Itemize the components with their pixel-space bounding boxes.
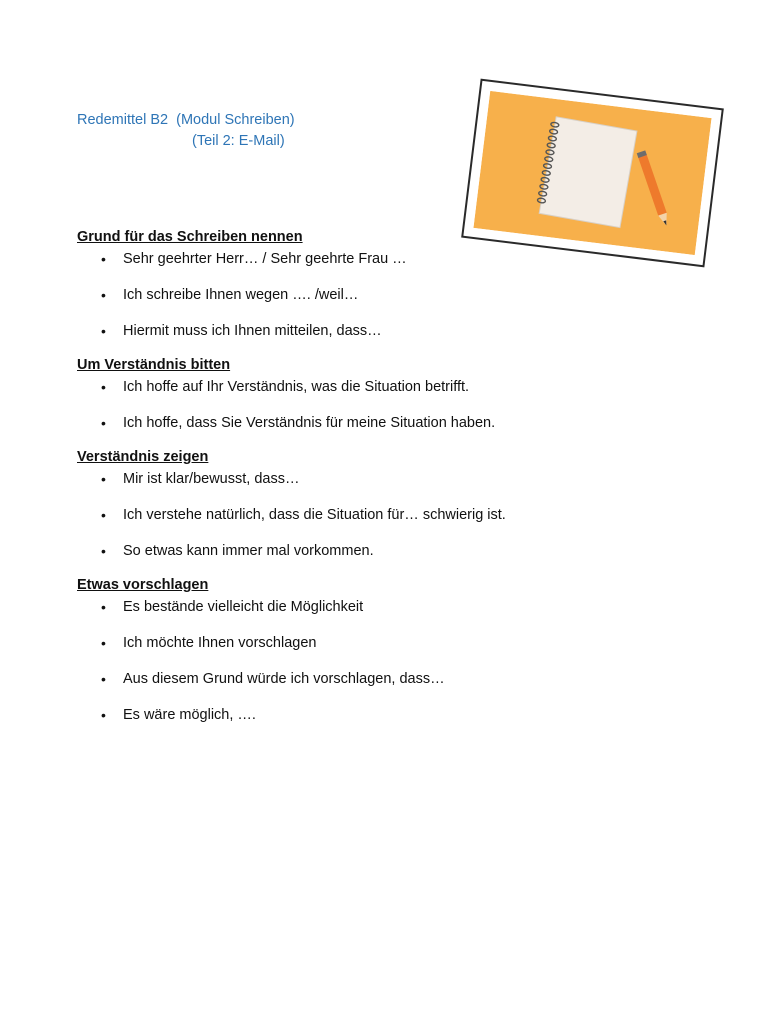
- page-title: Redemittel B2 (Modul Schreiben): [77, 112, 295, 128]
- section: [77, 227, 507, 341]
- list-item-text: Es wäre möglich, ….: [123, 707, 256, 723]
- list-item: [77, 249, 507, 269]
- section-heading: Grund für das Schreiben nennen: [77, 229, 303, 245]
- bullet-icon: •: [101, 379, 106, 395]
- list-item: [77, 377, 507, 397]
- list-item: [77, 505, 507, 525]
- page-subtitle: (Teil 2: E-Mail): [192, 133, 285, 149]
- section: [77, 355, 507, 433]
- bullet-icon: •: [101, 671, 106, 687]
- section: [77, 575, 507, 725]
- bullet-list: [77, 377, 507, 433]
- bullet-icon: •: [101, 507, 106, 523]
- list-item: [77, 669, 507, 689]
- list-item: [77, 541, 507, 561]
- bullet-icon: •: [101, 415, 106, 431]
- bullet-icon: •: [101, 251, 106, 267]
- list-item-text: Aus diesem Grund würde ich vorschlagen, dass…: [123, 671, 445, 687]
- bullet-icon: •: [101, 635, 106, 651]
- bullet-icon: •: [101, 543, 106, 559]
- document-body: [77, 227, 507, 725]
- bullet-list: [77, 469, 507, 561]
- notebook-icon: [535, 116, 637, 227]
- list-item-text: Es bestände vielleicht die Möglichkeit: [123, 599, 364, 615]
- bullet-icon: •: [101, 599, 106, 615]
- list-item: [77, 705, 507, 725]
- bullet-icon: •: [101, 707, 106, 723]
- section: [77, 447, 507, 561]
- list-item-text: Ich verstehe natürlich, dass die Situation für… schwierig ist.: [123, 507, 506, 523]
- bullet-icon: •: [101, 287, 106, 303]
- list-item: [77, 633, 507, 653]
- bullet-list: [77, 249, 507, 341]
- list-item-text: Mir ist klar/bewusst, dass…: [123, 471, 300, 487]
- list-item: [77, 597, 507, 617]
- list-item: [77, 321, 507, 341]
- list-item: [77, 413, 507, 433]
- bullet-list: [77, 597, 507, 725]
- section-heading: Etwas vorschlagen: [77, 577, 209, 593]
- list-item-text: Ich hoffe, dass Sie Verständnis für meine Situation haben.: [123, 415, 496, 431]
- section-heading: Um Verständnis bitten: [77, 357, 231, 373]
- section-heading: Verständnis zeigen: [77, 449, 209, 465]
- bullet-icon: •: [101, 471, 106, 487]
- list-item: [77, 469, 507, 489]
- list-item-text: Ich möchte Ihnen vorschlagen: [123, 635, 317, 651]
- list-item: [77, 285, 507, 305]
- list-item-text: Ich schreibe Ihnen wegen …. /weil…: [123, 287, 359, 303]
- list-item-text: Ich hoffe auf Ihr Verständnis, was die Situation betrifft.: [123, 379, 470, 395]
- list-item-text: So etwas kann immer mal vorkommen.: [123, 543, 374, 559]
- list-item-text: Sehr geehrter Herr… / Sehr geehrte Frau …: [123, 251, 407, 267]
- list-item-text: Hiermit muss ich Ihnen mitteilen, dass…: [123, 323, 382, 339]
- bullet-icon: •: [101, 323, 106, 339]
